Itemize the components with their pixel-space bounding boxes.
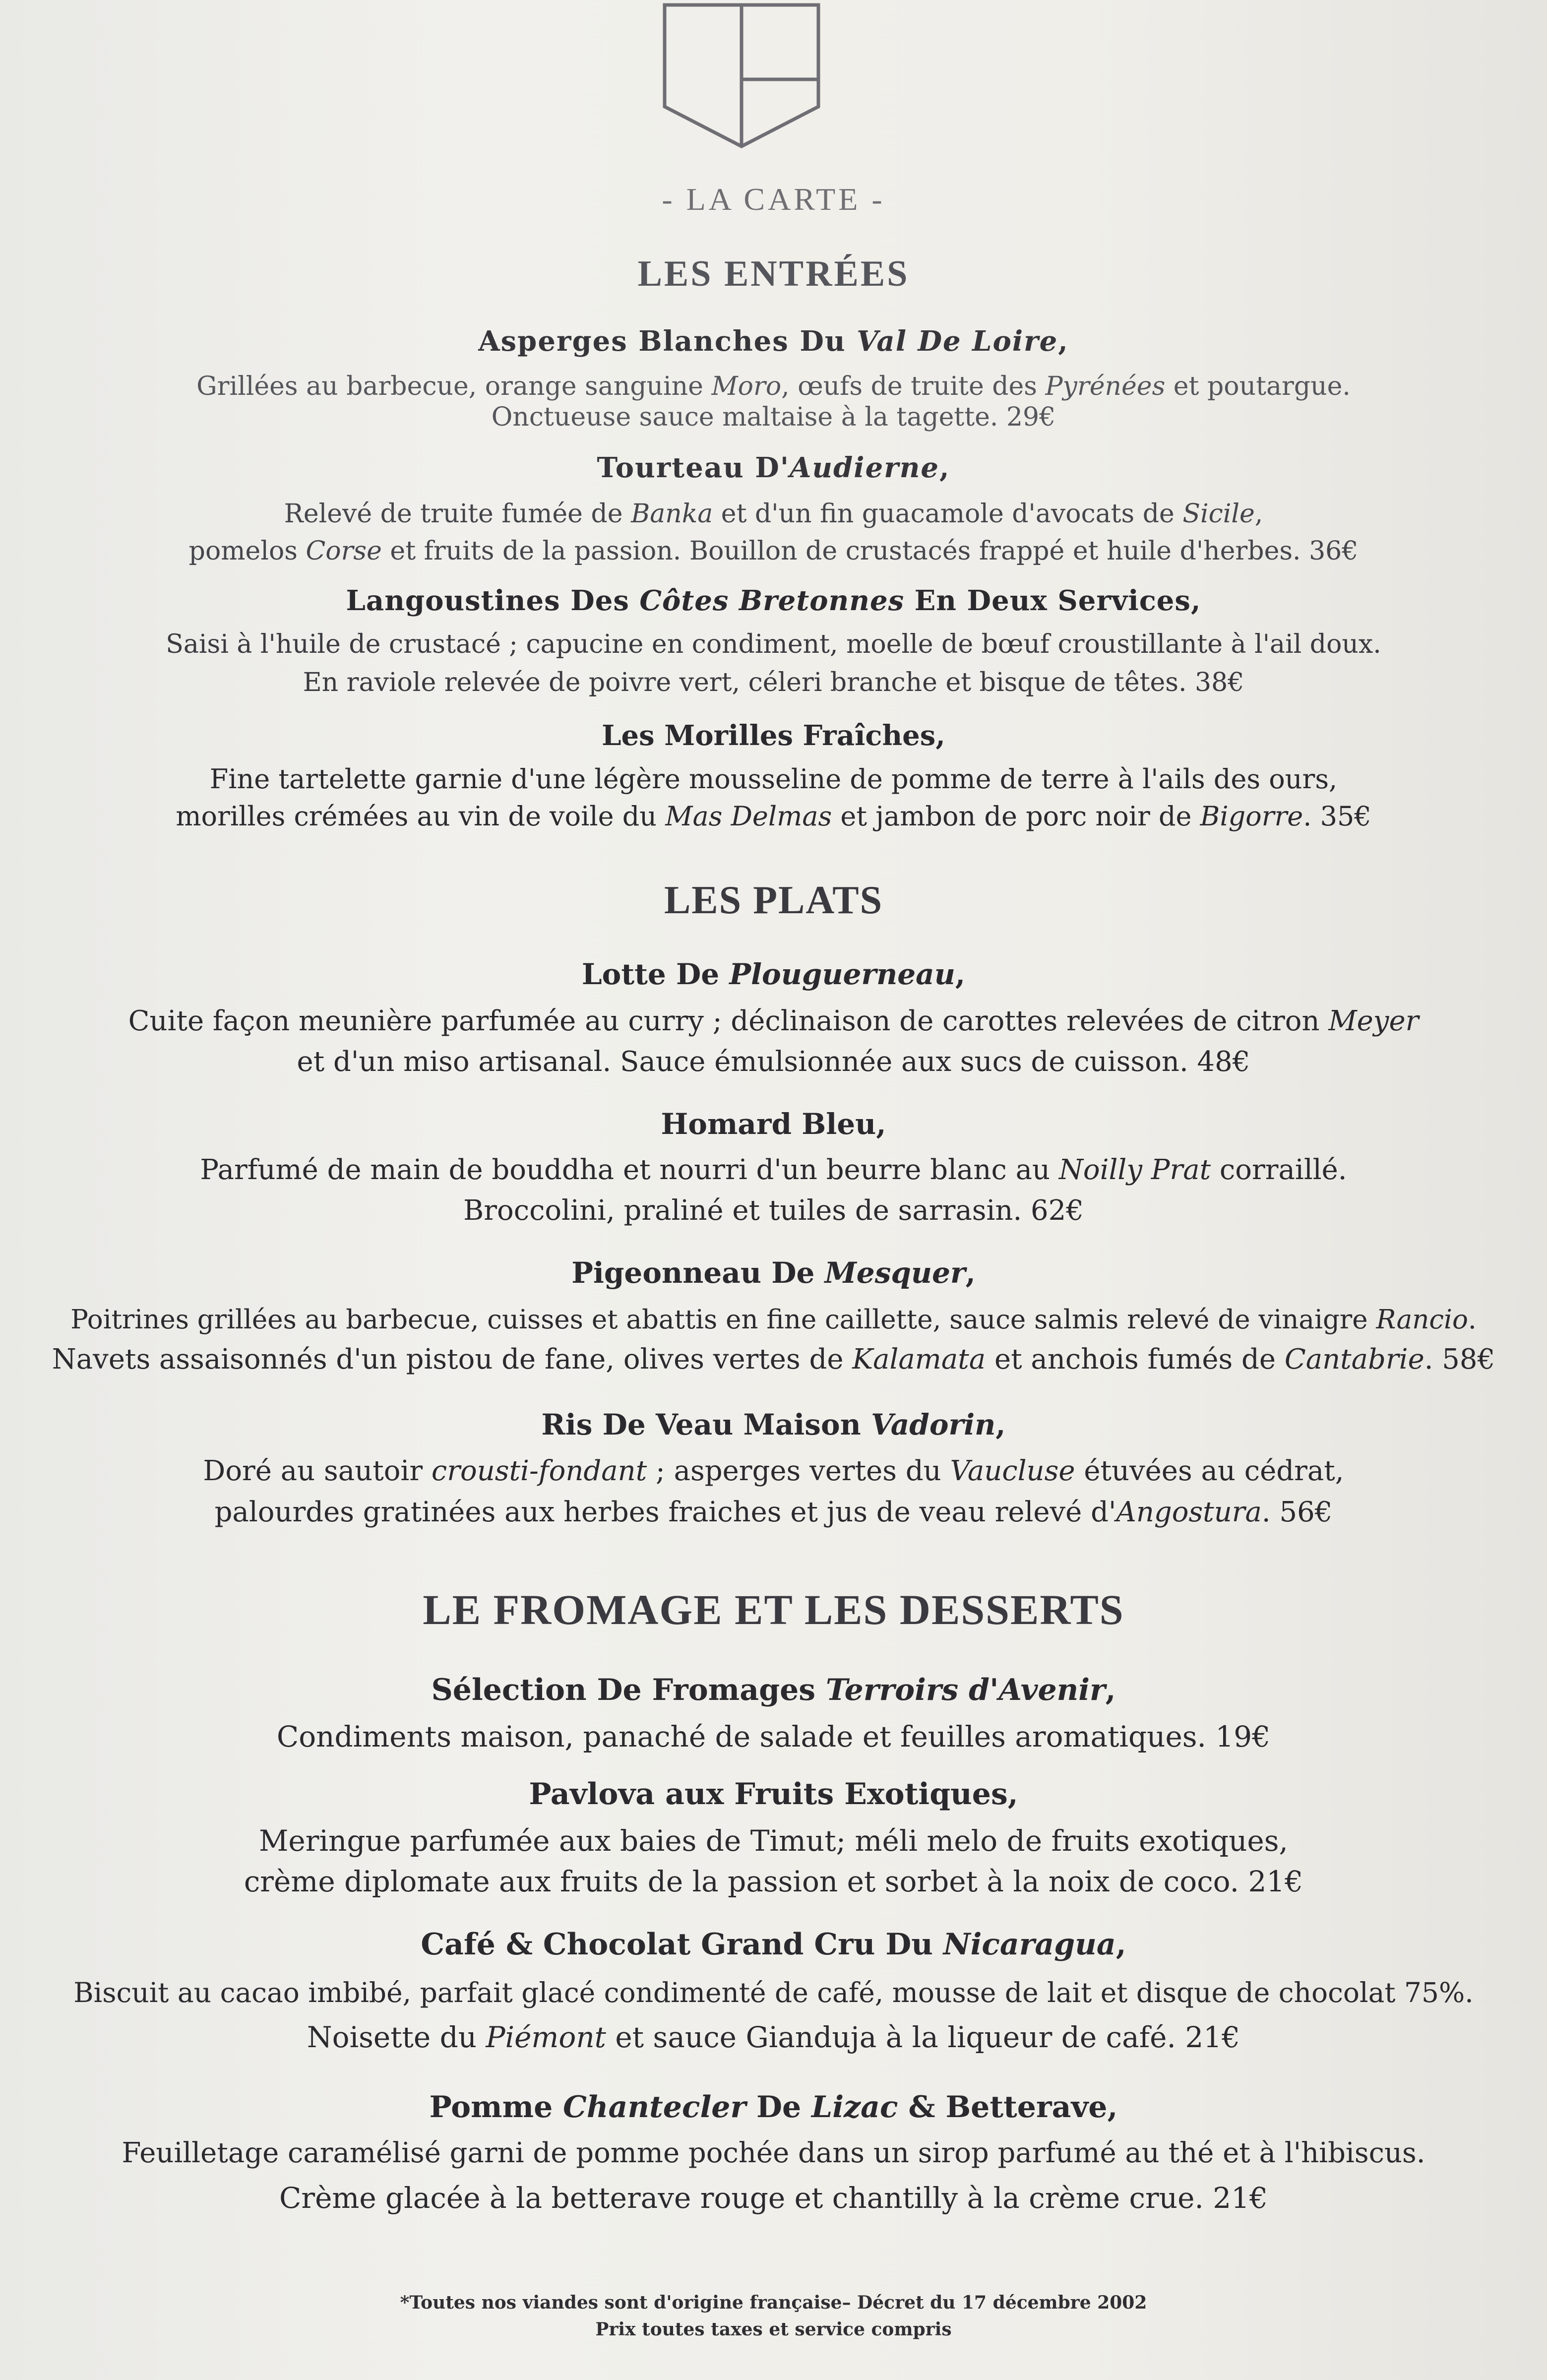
section-title-fromage-desserts: LE FROMAGE ET LES DESSERTS: [423, 1586, 1124, 1633]
dish-description-line: Feuilletage caramélisé garni de pomme pochée dans un sirop parfumé au thé et à l'hibiscus.: [122, 2137, 1425, 2169]
dish-description-line: Navets assaisonnés d'un pistou de fane, olives vertes de Kalamata et anchois fumés de Cantabrie. 58€: [52, 1343, 1495, 1376]
dish-description-line: Poitrines grillées au barbecue, cuisses et abattis en fine caillette, sauce salmis relevé de vinaigre Rancio.: [70, 1305, 1477, 1335]
dish-name: Pomme Chantecler De Lizac & Betterave,: [429, 2090, 1118, 2125]
dish-description-line: Cuite façon meunière parfumée au curry ; déclinaison de carottes relevées de citron Meyer: [128, 1005, 1419, 1037]
dish-description-line: crème diplomate aux fruits de la passion et sorbet à la noix de coco. 21€: [244, 1865, 1303, 1898]
dish-name: Homard Bleu,: [661, 1107, 886, 1141]
dish-description-line: pomelos Corse et fruits de la passion. Bouillon de crustacés frappé et huile d'herbes. 36€: [188, 536, 1359, 566]
dish-description-line: Broccolini, praliné et tuiles de sarrasin. 62€: [463, 1194, 1084, 1227]
dish-name: Café & Chocolat Grand Cru Du Nicaragua,: [421, 1927, 1126, 1962]
dish-description-line: Saisi à l'huile de crustacé ; capucine en condiment, moelle de bœuf croustillante à l'ail doux.: [166, 629, 1381, 659]
section-title-plats: LES PLATS: [664, 878, 883, 922]
hexagon-logo-icon: [655, 0, 828, 149]
dish-description-line: morilles crémées au vin de voile du Mas Delmas et jambon de porc noir de Bigorre. 35€: [176, 801, 1371, 832]
dish-description-line: Meringue parfumée aux baies de Timut; méli melo de fruits exotiques,: [259, 1824, 1288, 1858]
dish-description-line: En raviole relevée de poivre vert, céleri branche et bisque de têtes. 38€: [303, 668, 1244, 697]
dish-description-line: Relevé de truite fumée de Banka et d'un fin guacamole d'avocats de Sicile,: [284, 499, 1263, 529]
dish-description-line: et d'un miso artisanal. Sauce émulsionnée aux sucs de cuisson. 48€: [297, 1046, 1250, 1078]
dish-description-line: Biscuit au cacao imbibé, parfait glacé condimenté de café, mousse de lait et disque de chocolat 75%.: [73, 1977, 1474, 2008]
dish-name: Lotte De Plouguerneau,: [581, 957, 966, 991]
dish-description-line: Onctueuse sauce maltaise à la tagette. 29€: [491, 402, 1056, 432]
dish-name: Langoustines Des Côtes Bretonnes En Deux Services,: [346, 584, 1201, 617]
menu-kicker: - LA CARTE -: [662, 182, 885, 217]
dish-description-line: Doré au sautoir crousti-fondant ; asperges vertes du Vaucluse étuvées au cédrat,: [203, 1455, 1344, 1487]
dish-description-line: Crème glacée à la betterave rouge et chantilly à la crème crue. 21€: [279, 2181, 1268, 2215]
dish-description-line: Parfumé de main de bouddha et nourri d'un beurre blanc au Noilly Prat corraillé.: [200, 1154, 1347, 1186]
dish-name: Sélection De Fromages Terroirs d'Avenir,: [431, 1673, 1116, 1707]
footer-note-prices: Prix toutes taxes et service compris: [595, 2319, 952, 2340]
dish-description-line: Noisette du Piémont et sauce Gianduja à la liqueur de café. 21€: [307, 2020, 1240, 2054]
section-title-entrees: LES ENTRÉES: [637, 253, 910, 294]
dish-name: Asperges Blanches Du Val De Loire,: [478, 325, 1069, 358]
dish-name: Les Morilles Fraîches,: [602, 719, 945, 752]
dish-name: Tourteau D'Audierne,: [597, 451, 950, 484]
dish-description-line: Fine tartelette garnie d'une légère mousseline de pomme de terre à l'ails des ours,: [209, 763, 1338, 795]
dish-name: Pigeonneau De Mesquer,: [571, 1256, 976, 1290]
dish-name: Pavlova aux Fruits Exotiques,: [529, 1777, 1018, 1812]
footer-note-origin: *Toutes nos viandes sont d'origine française– Décret du 17 décembre 2002: [400, 2292, 1147, 2313]
dish-description-line: Condiments maison, panaché de salade et feuilles aromatiques. 19€: [276, 1720, 1271, 1754]
dish-description-line: palourdes gratinées aux herbes fraiches et jus de veau relevé d'Angostura. 56€: [214, 1496, 1333, 1528]
dish-description-line: Grillées au barbecue, orange sanguine Moro, œufs de truite des Pyrénées et poutargue.: [196, 372, 1351, 401]
dish-name: Ris De Veau Maison Vadorin,: [541, 1408, 1006, 1441]
